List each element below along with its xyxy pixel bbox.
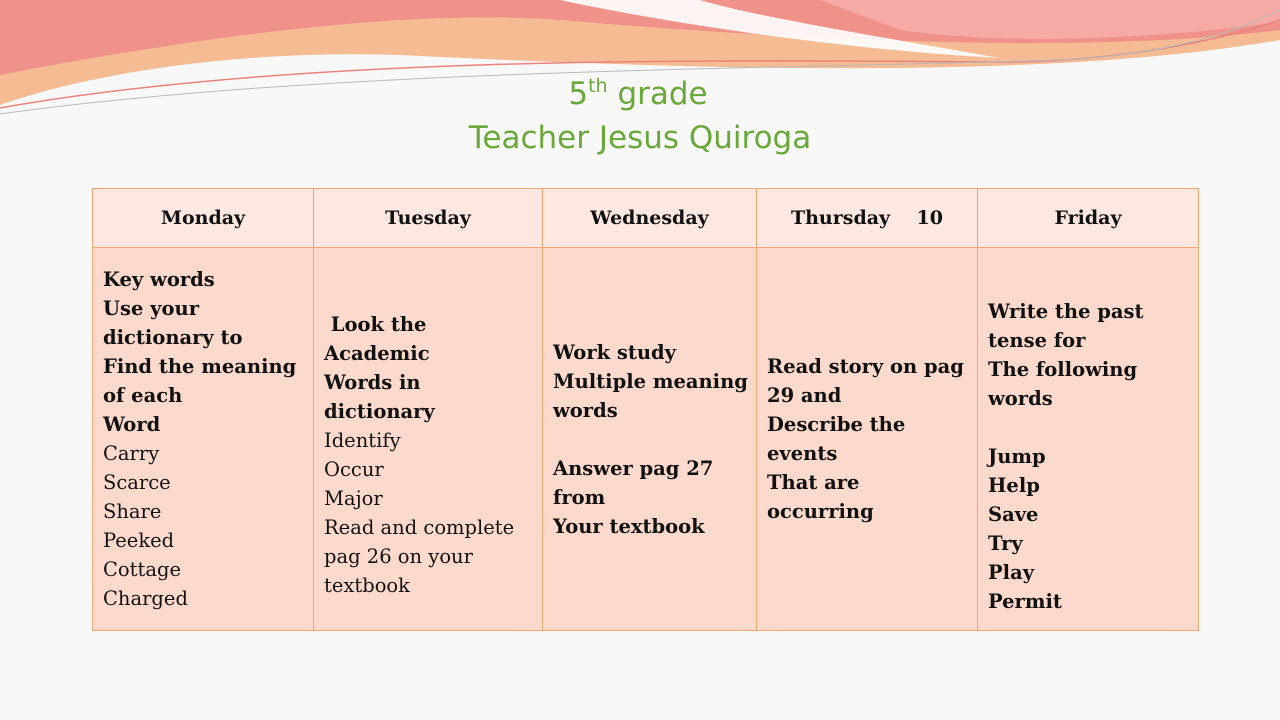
wednesday-line: Answer pag 27 from	[553, 456, 714, 509]
monday-word: Peeked	[103, 529, 175, 552]
wednesday-line: Multiple meaning words	[553, 369, 748, 422]
tuesday-line: Read and complete pag 26 on your textbook	[324, 516, 515, 597]
friday-word: Try	[988, 531, 1023, 555]
monday-word: Carry	[103, 442, 160, 465]
monday-word: Scarce	[103, 471, 171, 494]
teacher-title: Teacher Jesus Quiroga	[468, 120, 812, 156]
wednesday-line: Your textbook	[553, 514, 705, 538]
weekly-schedule-table	[92, 188, 1199, 631]
wednesday-cell	[543, 248, 757, 631]
friday-word: Help	[988, 473, 1040, 497]
tuesday-line: Words in dictionary	[324, 371, 435, 423]
header-tuesday: Tuesday	[314, 189, 543, 248]
content-row	[93, 248, 1199, 631]
header-friday: Friday	[978, 189, 1199, 248]
header-wednesday: Wednesday	[543, 189, 757, 248]
grade-word: grade	[607, 76, 708, 112]
monday-cell	[93, 248, 314, 631]
friday-line: Write the past tense for	[988, 299, 1144, 352]
friday-word: Permit	[988, 589, 1062, 613]
header-monday: Monday	[93, 189, 314, 248]
tuesday-word: Identify	[324, 429, 401, 452]
monday-word: Share	[103, 500, 162, 523]
monday-word: Charged	[103, 587, 188, 610]
monday-line: Key words	[103, 268, 215, 291]
thursday-cell	[757, 248, 978, 631]
header-thursday: Thursday 10	[757, 189, 978, 248]
tuesday-word: Major	[324, 487, 383, 510]
monday-line: Word	[103, 413, 161, 436]
tuesday-word: Occur	[324, 458, 384, 481]
monday-word: Cottage	[103, 558, 181, 581]
friday-cell	[978, 248, 1199, 631]
friday-word: Jump	[988, 444, 1046, 468]
thursday-line: That are occurring	[767, 471, 874, 523]
tuesday-line: Look the Academic	[324, 313, 434, 365]
friday-word: Play	[988, 560, 1035, 584]
grade-ordinal-suffix: th	[588, 75, 608, 97]
friday-word: Save	[988, 502, 1039, 526]
grade-number: 5	[568, 76, 589, 112]
thursday-line: Read story on pag 29 and	[767, 355, 964, 407]
wednesday-line: Work study	[553, 340, 677, 364]
friday-line: The following words	[988, 357, 1138, 410]
monday-line: Find the meaning of each	[103, 355, 297, 407]
thursday-line: Describe the events	[767, 413, 906, 465]
header-row	[93, 189, 1199, 248]
tuesday-cell	[314, 248, 543, 631]
grade-title	[0, 76, 1278, 112]
monday-line: Use your dictionary to	[103, 297, 243, 349]
